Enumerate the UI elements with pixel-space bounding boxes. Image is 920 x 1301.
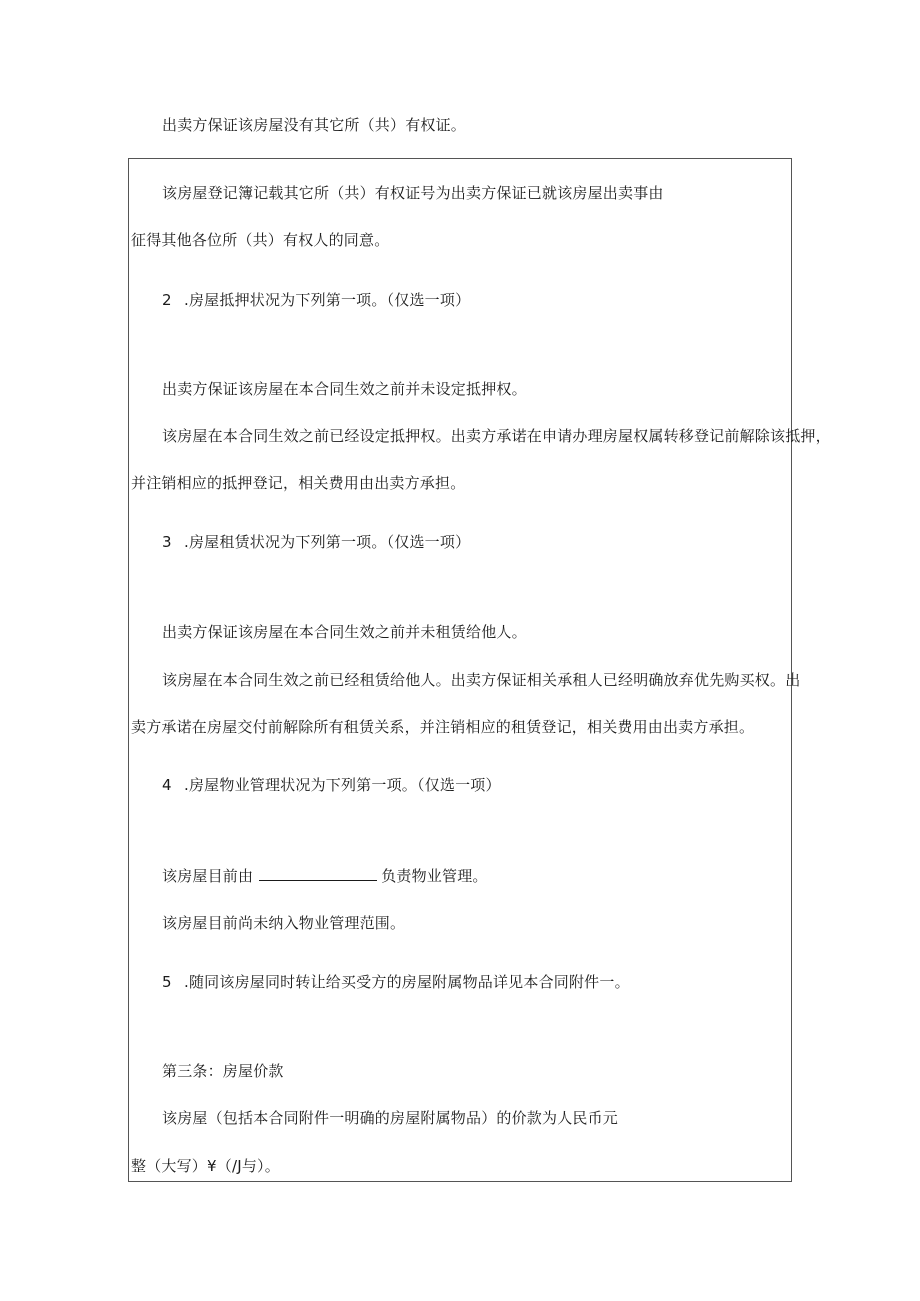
management-company-blank[interactable] [259, 866, 377, 881]
paragraph-mortgage-exists: 该房屋在本合同生效之前已经设定抵押权。出卖方承诺在申请办理房屋权属转移登记前解除该抵押， [162, 427, 831, 445]
article-3-title: 第三条：房屋价款 [162, 1062, 284, 1080]
item-5-attached-items [162, 972, 630, 992]
paragraph-leased: 该房屋在本合同生效之前已经租赁给他人。出卖方保证相关承租人已经明确放弃优先购买权。出 [162, 671, 801, 689]
item-4-text: .房屋物业管理状况为下列第一项。（仅选一项） [184, 776, 501, 794]
management-after-blank: 负责物业管理。 [381, 867, 488, 885]
item-3-text: .房屋租赁状况为下列第一项。（仅选一项） [184, 533, 471, 551]
paragraph-no-other-certificate: 出卖方保证该房屋没有其它所（共）有权证。 [162, 116, 467, 134]
item-2-mortgage-status [162, 290, 470, 310]
paragraph-lease-termination: 卖方承诺在房屋交付前解除所有租赁关系，并注销相应的租赁登记，相关费用由出卖方承担。 [131, 718, 755, 736]
item-3-lease-status [162, 532, 470, 552]
paragraph-no-lease: 出卖方保证该房屋在本合同生效之前并未租赁给他人。 [162, 623, 527, 641]
paragraph-management-company [162, 866, 488, 886]
item-5-number: 5 [162, 973, 172, 991]
item-3-number: 3 [162, 533, 172, 551]
paragraph-registry-other-certificate: 该房屋登记簿记载其它所（共）有权证号为出卖方保证已就该房屋出卖事由 [162, 184, 664, 202]
item-4-property-management [162, 775, 501, 795]
item-4-number: 4 [162, 776, 172, 794]
paragraph-mortgage-cancellation: 并注销相应的抵押登记，相关费用由出卖方承担。 [131, 474, 466, 492]
paragraph-consent-of-co-owners: 征得其他各位所（共）有权人的同意。 [131, 231, 390, 249]
paragraph-no-management: 该房屋目前尚未纳入物业管理范围。 [162, 914, 406, 932]
paragraph-price-capital: 整（大写）¥（/J与）。 [131, 1157, 280, 1175]
paragraph-price: 该房屋（包括本合同附件一明确的房屋附属物品）的价款为人民币元 [162, 1109, 619, 1127]
item-2-text: .房屋抵押状况为下列第一项。（仅选一项） [184, 291, 471, 309]
paragraph-no-mortgage: 出卖方保证该房屋在本合同生效之前并未设定抵押权。 [162, 380, 527, 398]
item-5-text: .随同该房屋同时转让给买受方的房屋附属物品详见本合同附件一。 [184, 973, 630, 991]
management-before-blank: 该房屋目前由 [162, 867, 254, 885]
item-2-number: 2 [162, 291, 172, 309]
